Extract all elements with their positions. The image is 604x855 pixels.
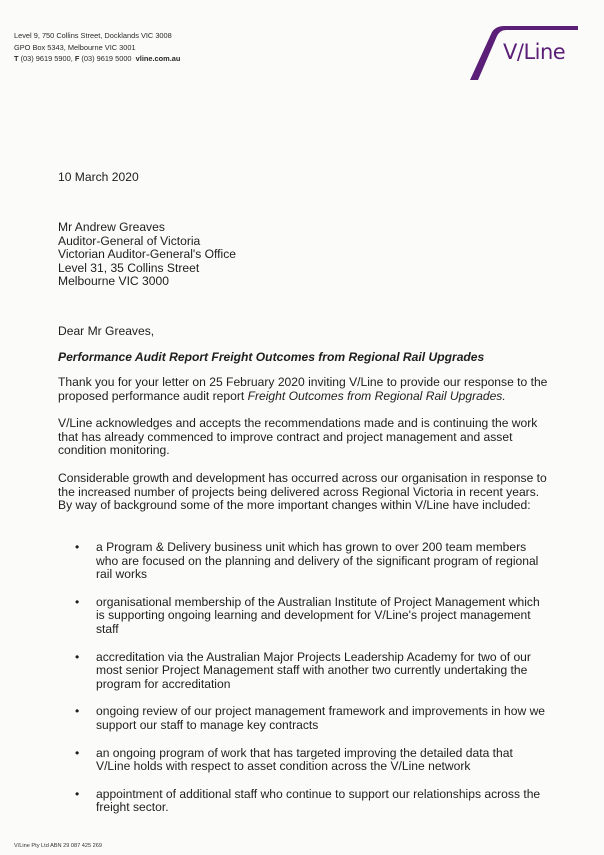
recipient-address — [58, 221, 236, 289]
list-item: • organisational membership of the Australian Institute of Project Management which is supporting ongoing learning and development for V/Line's project management staff — [75, 594, 540, 636]
recipient-line: Melbourne VIC 3000 — [58, 274, 169, 288]
bullet-icon: • — [75, 594, 80, 609]
salutation: Dear Mr Greaves, — [58, 324, 155, 338]
subject-line: Performance Audit Report Freight Outcomes from Regional Rail Upgrades — [58, 350, 485, 364]
contact-line — [14, 53, 180, 65]
phone-label: T — [14, 54, 19, 63]
recipient-line: Victorian Auditor-General's Office — [58, 247, 236, 261]
bullet-icon: • — [75, 649, 80, 664]
bullet-icon: • — [75, 540, 80, 554]
recipient-line: Level 31, 35 Collins Street — [58, 260, 200, 275]
report-title: Freight Outcomes from Regional Rail Upgrades. — [247, 388, 506, 403]
fax-number: (03) 9619 5000 — [81, 54, 132, 63]
list-item: • ongoing review of our project management framework and improvements in how we support our staff to manage key contracts — [75, 704, 546, 732]
website: vline.com.au — [135, 54, 181, 63]
paragraph-1 — [58, 376, 548, 403]
recipient-line: Mr Andrew Greaves — [58, 220, 165, 234]
bullet-icon: • — [75, 786, 80, 801]
paragraph-3: Considerable growth and development has occurred across our organisation in response to the increased number of projects being delivered across Regional Victoria in recent years. By way of background some of the more important changes within V/Line have included: — [58, 471, 547, 513]
address-line-1: Level 9, 750 Collins Street, Docklands VIC 3008 — [14, 31, 172, 40]
bullet-icon: • — [75, 745, 80, 760]
paragraph-2: V/Line acknowledges and accepts the recommendations made and is continuing the work that has already commenced to improve contract and project management and asset condition monitoring. — [58, 416, 538, 458]
list-item: • appointment of additional staff who continue to support our relationships across the freight sector. — [75, 786, 541, 815]
recipient-line: Auditor-General of Victoria — [58, 233, 201, 248]
phone-number: (03) 9619 5900, — [20, 54, 73, 63]
paragraph-1-text: Thank you for your letter on 25 February 2020 inviting V/Line to provide our response to the proposed performance audit report — [58, 375, 548, 403]
list-item: • a Program & Delivery business unit which has grown to over 200 team members who are focused on the planning and delivery of the significant program of regional rail works — [75, 540, 539, 582]
changes-list — [58, 541, 548, 829]
letter-date: 10 March 2020 — [58, 170, 139, 184]
letterhead-address — [14, 30, 180, 65]
footer-company-info: V/Line Pty Ltd ABN 29 087 425 269 — [14, 843, 103, 849]
bullet-icon: • — [75, 704, 80, 719]
fax-label: F — [74, 54, 80, 63]
vline-logo-text: V/Line — [503, 40, 566, 64]
address-line-2: GPO Box 5343, Melbourne VIC 3001 — [14, 42, 136, 52]
list-item: • an ongoing program of work that has targeted improving the detailed data that V/Line holds with respect to asset condition across the V/Line network — [75, 745, 513, 774]
list-item: • accreditation via the Australian Major Projects Leadership Academy for two of our most senior Project Management staff with another two currently undertaking the program for accreditation — [75, 649, 531, 691]
